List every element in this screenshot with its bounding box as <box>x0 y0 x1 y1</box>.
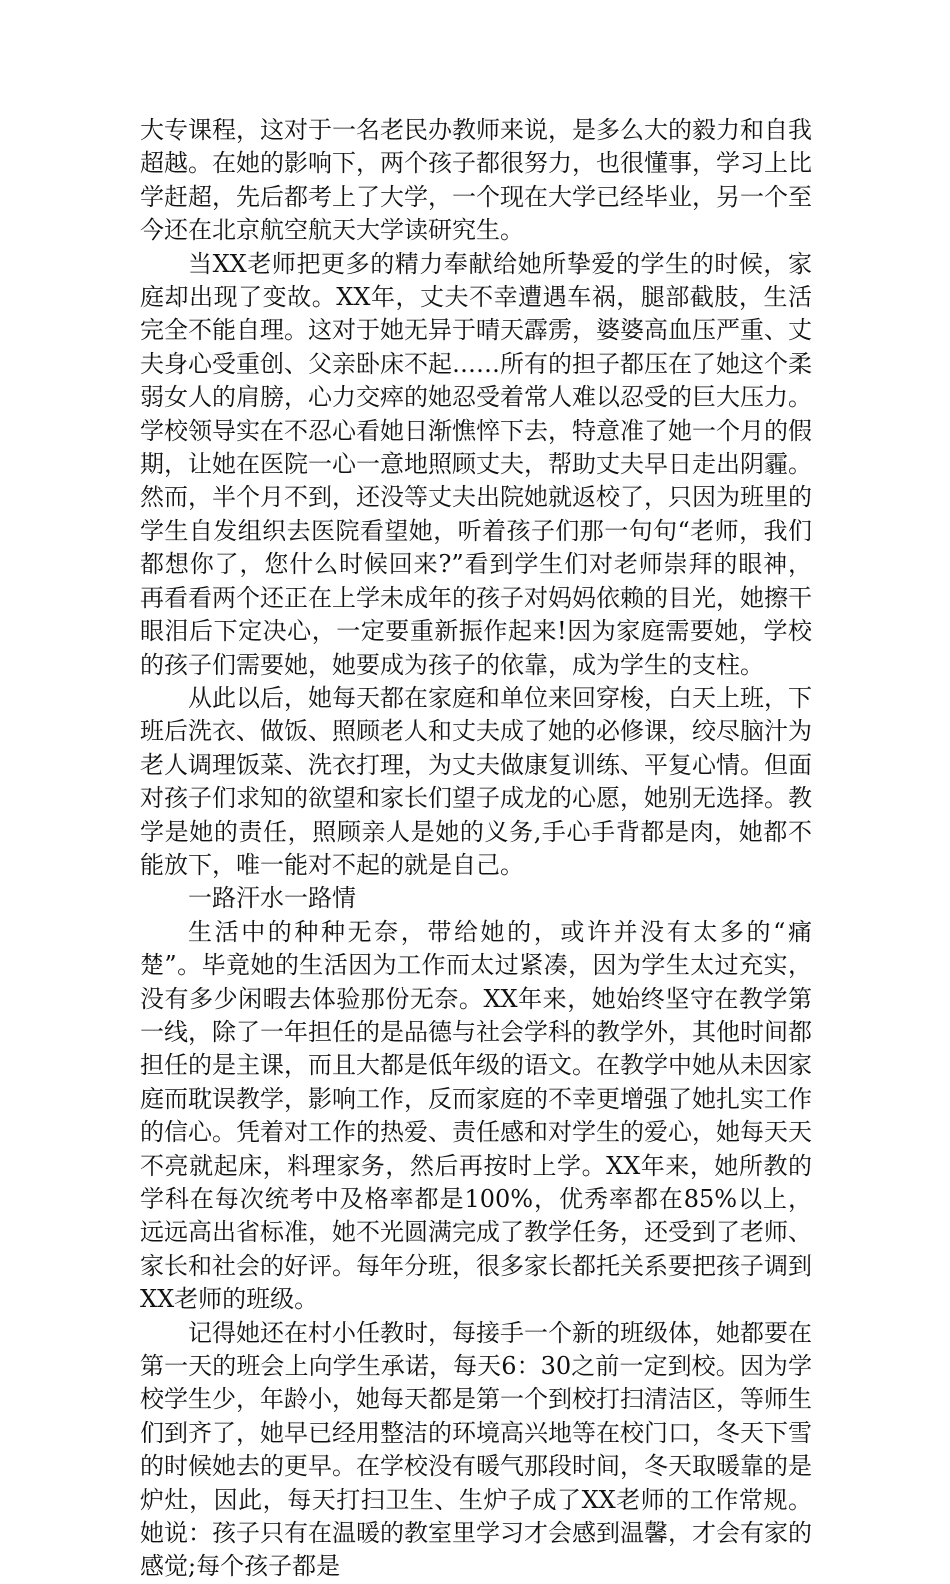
paragraph-continuation: 大专课程，这对于一名老民办教师来说，是多么大的毅力和自我超越。在她的影响下，两个孩子都很努力，也很懂事，学习上比学赶超，先后都考上了大学，一个现在大学已经毕业，另一个至今还在北京航空航天大学读研究生。 <box>140 116 812 245</box>
paragraph-teaching-results: 生活中的种种无奈，带给她的，或许并没有太多的“痛楚”。毕竟她的生活因为工作而太过紧凑，因为学生太过充实，没有多少闲暇去体验那份无奈。XX年来，她始终坚守在教学第一线，除了一年担任的是品德与社会学科的教学外，其他时间都担任的是主课，而且大都是低年级的语文。在教学中她从未因家庭而耽误教学，影响工作，反而家庭的不幸更增强了她扎实工作的信心。凭着对工作的热爱、责任感和对学生的爱心，她每天天不亮就起床，料理家务，然后再按时上学。XX年来，她所教的学科在每次统考中及格率都是100%，优秀率都在85%以上，远远高出省标准，她不光圆满完成了教学任务，还受到了老师、家长和社会的好评。每年分班，很多家长都托关系要把孩子调到XX老师的班级。 <box>140 917 812 1314</box>
paragraph-family-change: 当XX老师把更多的精力奉献给她所挚爱的学生的时候，家庭却出现了变故。XX年，丈夫不幸遭遇车祸，腿部截肢，生活完全不能自理。这对于她无异于晴天霹雳，婆婆高血压严重、丈夫身心受重创、父亲卧床不起……所有的担子都压在了她这个柔弱女人的肩膀，心力交瘁的她忍受着常人难以忍受的巨大压力。学校领导实在不忍心看她日渐憔悴下去，特意准了她一个月的假期，让她在医院一心一意地照顾丈夫，帮助丈夫早日走出阴霾。然而，半个月不到，还没等丈夫出院她就返校了，只因为班里的学生自发组织去医院看望她，听着孩子们那一句句“老师，我们都想你了，您什么时候回来?”看到学生们对老师崇拜的眼神，再看看两个还正在上学未成年的孩子对妈妈依赖的目光，她擦干眼泪后下定决心，一定要重新振作起来!因为家庭需要她，学校的孩子们需要她，她要成为孩子的依靠，成为学生的支柱。 <box>140 249 812 679</box>
paragraph-village-school: 记得她还在村小任教时，每接手一个新的班级体，她都要在第一天的班会上向学生承诺，每天6：30之前一定到校。因为学校学生少，年龄小，她每天都是第一个到校打扫清洁区，等师生们到齐了，她早已经用整洁的环境高兴地等在校门口，冬天下雪的时候她去的更早。在学校没有暖气那段时间，冬天取暖靠的是炉灶，因此，每天打扫卫生、生炉子成了XX老师的工作常规。她说：孩子只有在温暖的教室里学习才会感到温馨，才会有家的感觉;每个孩子都是 <box>140 1318 812 1581</box>
section-heading: 一路汗水一路情 <box>188 884 356 913</box>
document-body <box>140 114 812 1584</box>
paragraph-daily-routine: 从此以后，她每天都在家庭和单位来回穿梭，白天上班，下班后洗衣、做饭、照顾老人和丈夫成了她的必修课，绞尽脑汁为老人调理饭菜、洗衣打理，为丈夫做康复训练、平复心情。但面对孩子们求知的欲望和家长们望子成龙的心愿，她别无选择。教学是她的责任，照顾亲人是她的义务,手心手背都是肉，她都不能放下，唯一能对不起的就是自己。 <box>140 683 812 879</box>
